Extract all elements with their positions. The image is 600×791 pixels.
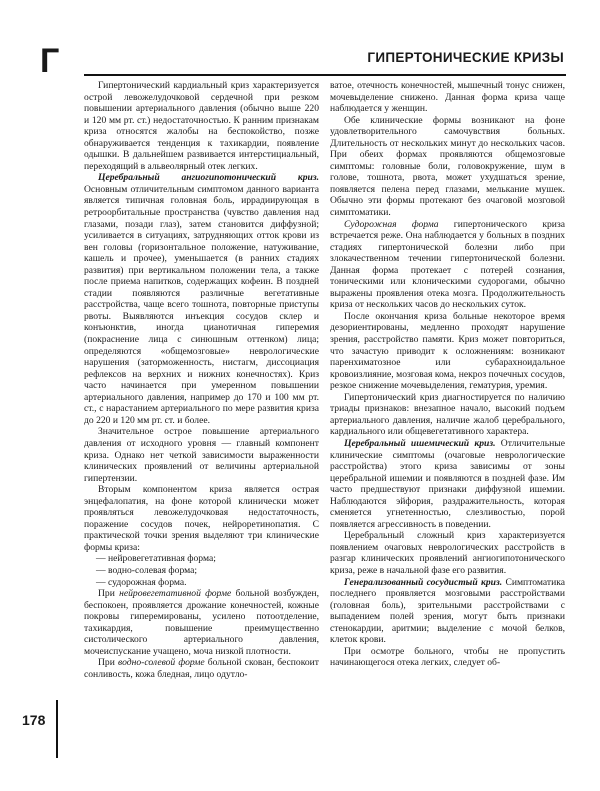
paragraph-heading: Церебральный ишемический криз. — [344, 437, 496, 449]
paragraph: Вторым компонентом криза является острая энцефалопатия, на фоне которой клинически может проявляться левожелудочковая недостаточность, поражение сосудов почек, нейроретинопатия. С практической точки зрения выделяют три клинические формы криза: — [84, 484, 319, 553]
section-letter: Г — [40, 42, 60, 80]
list-item: — судорожная форма. — [96, 576, 187, 588]
paragraph: При водно-солевой форме больной скован, беспокоит сонливость, кожа бледная, лицо одутло- — [84, 657, 320, 680]
left-column — [84, 80, 319, 680]
paragraph: После окончания криза больные некоторое время дезориентированы, медленно проходят нарушение зрения, расстройство памяти. Криз может повториться, что зачастую приводит к осложнениям: возникают паренхиматозное или субарахноидальное кровоизлияние, мозговая кома, некроз почечных сосудов, резкое снижение мочевыделения, гематурия, уремия. — [330, 310, 565, 392]
paragraph: Церебральный сложный криз характеризуется появлением очаговых неврологических расстройств в разгар клинических проявлений ангиогипотонического криза, реже в начальной фазе его развития. — [330, 530, 565, 576]
paragraph: При нейровегетативной форме больной возбужден, беспокоен, проявляется дрожание конечностей, кожные покровы гиперемированы, усилено потоотделение, тахикардия, повышение преимущественно систолического артериального давления, мочеиспускание учащено, моча низкой плотности. — [84, 588, 319, 657]
page-number-rule — [56, 700, 58, 758]
paragraph: Значительное острое повышение артериального давления от исходного уровня — главный компонент криза. Однако нет четкой зависимости выраженности клинических проявлений от величины артериальной гипертензии. — [84, 426, 319, 484]
list-item: — нейровегетативная форма; — [96, 553, 216, 565]
paragraph: Генерализованный сосудистый криз. Симптоматика последнего проявляется мозговыми расстройствами (головная боль), зрительными расстройствами с выпадением полей зрения, могут быть признаки стенокардии, аритмии; выделение с мочой белков, клеток крови. — [330, 576, 565, 646]
paragraph: Гипертонический кардиальный криз характеризуется острой левожелудочковой сердечной при резком повышении артериального давления (обычно выше 220 и 120 мм рт. ст.) недостаточностью. К ранним признакам криза относятся жалобы на беспокойство, позже обнаруживается тенденция к тахикардии, появление одышки. В дальнейшем развивается интерстициальный, переходящий в альвеолярный отек легких. — [84, 80, 319, 172]
right-column — [330, 80, 565, 669]
paragraph-heading: Генерализованный сосудистый криз. — [344, 576, 503, 588]
paragraph: Судорожная форма гипертонического криза встречается реже. Она наблюдается у больных в поздних стадиях гипертонической болезни либо при злокачественном течении гипертонической болезни. Данная форма протекает с потерей сознания, тоническими или клоническими судорогами, обычно выражены проявления отека мозга. Продолжительность криза от нескольких часов до нескольких суток. — [330, 218, 565, 311]
paragraph-heading: Церебральный ангиогипотонический криз. — [98, 172, 319, 184]
running-header-title: ГИПЕРТОНИЧЕСКИЕ КРИЗЫ — [367, 50, 564, 65]
paragraph: Обе клинические формы возникают на фоне удовлетворительного самочувствия больных. Длительность от нескольких минут до нескольких часов. При обеих формах проявляются общемозговые симптомы: головные боли, головокружение, шум в голове, тошнота, рвота, может ухудшаться зрение, появляется пелена перед глазами, мелькание мушек. Обычно эти формы протекают без очаговой мозговой симптоматики. — [330, 114, 565, 219]
page-number: 178 — [22, 712, 46, 728]
paragraph: При осмотре больного, чтобы не пропустить начинающегося отека легких, следует об- — [330, 645, 565, 669]
paragraph: Гипертонический криз диагностируется по наличию триады признаков: внезапное начало, высокий подъем артериального давления, наличие жалоб церебрального, кардиального или общевегетативного характера. — [330, 391, 565, 438]
paragraph: Церебральный ангиогипотонический криз. Основным отличительным симптомом данного варианта является типичная головная боль, иррадиирующая в ретроорбитальные пространства (чувство давления над глазами, позади глаз), затем становится диффузной; усиливается в ситуациях, затрудняющих отток крови из вен головы (горизонтальное положение, натуживание, кашель и прочее), уменьшается (в ранних стадиях развития) при вертикальном положении тела, а также после приема напитков, содержащих кофеин. В поздней стадии появляются различные вегетативные расстройства, чаще всего тошнота, повторные приступы рвоты. Выявляются инъекция сосудов склер и конъюнктив, иногда цианотичная гиперемия (покраснение лица с синюшным оттенком) лица; определяются «общемозговые» неврологические нарушения (заторможенность, нистагм, диссоциация рефлексов на верхних и нижних конечностях). Криз часто начинается при умеренном повышении артериального давления, например до 170 и 100 мм рт. ст., с нарастанием артериального по мере развития криза до 220 и 120 мм рт. ст. и более. — [84, 172, 319, 426]
paragraph: Церебральный ишемический криз. Отличительные клинические симптомы (очаговые неврологические расстройства) этого криза зависимы от зоны церебральной ишемии и появляются в поздней фазе. Им часто предшествуют признаки диффузной ишемии. Наблюдаются эйфория, раздражительность, которая сменяется угнетенностью, слезливостью, порой появляется агрессивность в поведении. — [330, 437, 565, 530]
paragraph: ватое, отечность конечностей, мышечный тонус снижен, мочевыделение снижено. Данная форма криза чаще наблюдается у женщин. — [330, 80, 565, 115]
header-rule — [84, 74, 566, 76]
list-item: — водно-солевая форма; — [96, 564, 198, 576]
